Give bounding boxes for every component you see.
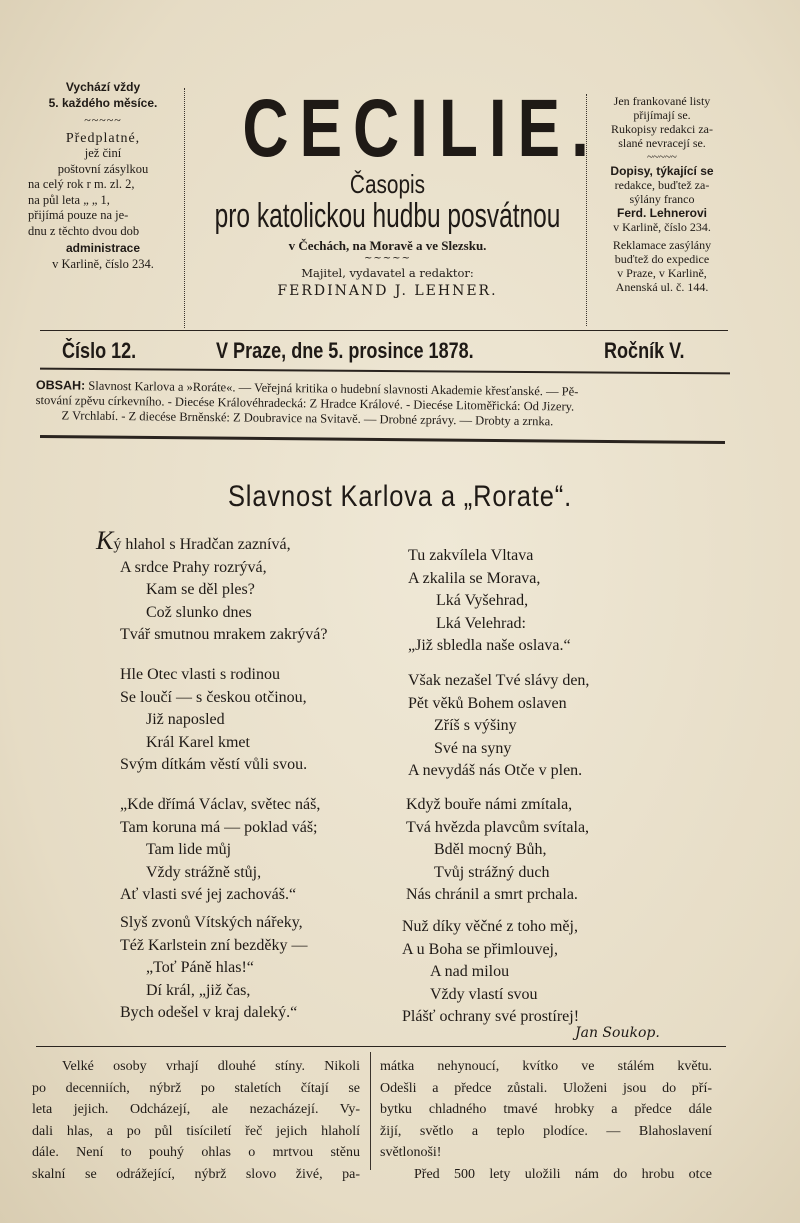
issue-volume: Ročník V. xyxy=(604,338,685,363)
editor-contact: Ferd. Lehnerovi xyxy=(616,206,708,220)
subtitle-casopis: Časopis xyxy=(349,169,426,199)
owner-label: Majitel, vydavatel a redaktor: xyxy=(301,266,474,280)
info-line: přijímají se. xyxy=(633,108,691,122)
price-year: na celý rok r m. zl. 2, xyxy=(28,177,135,191)
text-line: mátka nehynoucí, kvítko ve stálém květu. xyxy=(380,1059,712,1074)
administration-label: administrace xyxy=(65,241,141,255)
info-line: přijímá pouze na je- xyxy=(28,208,129,222)
rule xyxy=(36,1046,726,1047)
info-line: jež činí xyxy=(84,146,122,160)
poem-line: Hle Otec vlasti s rodinou xyxy=(120,666,280,683)
text-line: žijí, světlo a teplo plodíce. — Blahoslavení xyxy=(380,1123,712,1139)
price-half: na půl leta „ „ 1, xyxy=(28,192,110,207)
text-line: bytku chladného tmavé hrobky a předce dále xyxy=(380,1102,712,1117)
info-line: v Praze, v Karlině, xyxy=(617,266,707,280)
contents-label: OBSAH: xyxy=(35,378,86,393)
issue-number: Číslo 12. xyxy=(62,338,137,363)
poem-line: Tam koruna má — poklad váš; xyxy=(120,818,318,836)
info-line: poštovní zásylkou xyxy=(57,161,149,176)
subtitle-main: pro katolickou hudbu posvátnou xyxy=(214,197,561,235)
article-text-right xyxy=(380,1056,712,1185)
text-line: Před 500 lety uložili nám do hrobu otce xyxy=(414,1166,712,1182)
poem-line: Tvá hvězda plavcům svítala, xyxy=(406,818,590,836)
article-text-left xyxy=(32,1056,360,1185)
poem-line: Lká Velehrad: xyxy=(436,614,526,632)
text-line: po decenniích, nýbrž po staletích čítají se xyxy=(32,1080,360,1096)
info-line: Reklamace zasýlány xyxy=(612,238,712,252)
publish-frequency: Vychází vždy xyxy=(65,80,141,94)
poem-line: „Již sbledla naše oslava.“ xyxy=(408,637,571,654)
drop-cap: K xyxy=(96,526,114,555)
table-of-contents xyxy=(35,378,735,432)
contents-line: Slavnost Karlova a »Roráte«. — Veřejná kritika o hudební slavnosti Akademie křesťanské. — Pě- xyxy=(88,378,579,399)
stanza xyxy=(406,794,589,907)
poem-line: Bych odešel v kraj daleký.“ xyxy=(120,1004,298,1021)
info-line: Rukopisy redakci za- xyxy=(611,122,713,136)
text-line: dále. Není to pouhý ohlas o mrtvou stěnu xyxy=(32,1145,360,1160)
poem-line: Vždy vlastí svou xyxy=(430,985,538,1003)
text-line: leta jejich. Odcházejí, ale nezacházejí. Vy- xyxy=(32,1102,360,1117)
poem-line: A srdce Prahy rozrývá, xyxy=(120,558,267,576)
poem-line: Se loučí — s českou otčinou, xyxy=(120,688,307,706)
rule xyxy=(40,368,730,375)
subscription-info xyxy=(28,80,178,272)
poem-line: Zříš s výšiny xyxy=(434,717,517,734)
poem-line: A u Boha se přimlouvej, xyxy=(402,940,558,958)
poem-line: A zkalila se Morava, xyxy=(408,569,541,587)
text-line: Odešli a předce zůstali. Uloženi jsou do pří- xyxy=(380,1080,712,1096)
text-line: skalní se odrážející, nýbrž slovo živé, pa- xyxy=(32,1166,360,1182)
info-line: Anenská ul. č. 144. xyxy=(615,280,709,294)
column-divider xyxy=(370,1052,371,1170)
poem-line: Tu zakvílela Vltava xyxy=(408,547,534,564)
stanza xyxy=(120,794,320,907)
ornament: ~~~~~ xyxy=(84,113,122,127)
poem-line: Své na syny xyxy=(434,739,512,757)
poem-line: Když bouře námi zmítala, xyxy=(406,796,573,813)
rule xyxy=(40,435,725,444)
poem-line: Nuž díky věčné z toho měj, xyxy=(402,918,578,935)
poem-line: Tvůj strážný duch xyxy=(434,863,550,881)
text-line: světlonoši! xyxy=(380,1145,442,1160)
poem-line: Plášť ochrany své prostírej! xyxy=(402,1008,580,1025)
poem-line: Dí král, „již čas, xyxy=(146,981,251,999)
administration-address: v Karlině, číslo 234. xyxy=(52,256,154,271)
poem-line: „Kde dřímá Václav, světec náš, xyxy=(120,796,321,813)
stanza xyxy=(120,664,307,777)
poem-line: Tam lide můj xyxy=(146,841,232,858)
poem-line: A nad milou xyxy=(430,963,510,980)
info-line: Dopisy, týkající se xyxy=(610,164,714,178)
poem-line: A nevydáš nás Otče v plen. xyxy=(408,762,583,779)
poem-line: Již naposled xyxy=(146,711,225,728)
contents-line: stování zpěvu církevního. - Diecése Královéhradecká: Z Hradce Králové. - Diecése Litoměřická: Od Jizery. xyxy=(35,392,575,414)
poem-line: Kam se děl ples? xyxy=(146,581,255,598)
poem-line: Též Karlstein zní bezděky — xyxy=(120,936,308,954)
newspaper-title: CECILIE. xyxy=(242,83,600,174)
poem-line: Král Karel kmet xyxy=(146,733,250,751)
stanza xyxy=(408,545,571,658)
editorial-info xyxy=(596,94,728,294)
poem-line: „Toť Páně hlas!“ xyxy=(146,959,254,976)
info-line: slané nevracejí se. xyxy=(618,136,706,150)
poem-line: Svým dítkám věstí vůli svou. xyxy=(120,756,308,773)
poem-title: Slavnost Karlova a „Rorate“. xyxy=(227,480,573,513)
ornament: ~~~~~ xyxy=(647,151,677,163)
poem-line: Bděl mocný Bůh, xyxy=(434,841,547,858)
text-line: dali hlas, a po půl tisíciletí řeč jejich hlaholí xyxy=(32,1123,360,1139)
contents-line: Z Vrchlabí. - Z diecése Brněnské: Z Doubravice na Svitavě. — Drobné zprávy. — Drobty a zrnka. xyxy=(61,408,554,429)
poem-line: ý hlahol s Hradčan zaznívá, xyxy=(113,536,291,553)
rule xyxy=(40,330,728,331)
text-line: Velké osoby vrhají dlouhé stíny. Nikoli xyxy=(62,1059,360,1074)
poem-line: Pět věků Bohem oslaven xyxy=(408,694,567,712)
subscription-heading: Předplatné, xyxy=(65,130,141,146)
masthead xyxy=(190,83,600,299)
poem-line: Ať vlasti své jej zachováš.“ xyxy=(120,886,297,903)
issue-date: V Praze, dne 5. prosince 1878. xyxy=(216,338,474,363)
info-line: dnu z těchto dvou dob xyxy=(28,223,140,238)
info-line: v Karlině, číslo 234. xyxy=(613,220,711,234)
info-line: buďtež do expedice xyxy=(614,252,710,266)
stanza xyxy=(120,912,307,1025)
stanza xyxy=(96,526,328,647)
poem-line: Nás chránil a smrt prchala. xyxy=(406,886,578,903)
stanza xyxy=(402,916,579,1029)
column-divider xyxy=(184,88,185,328)
subtitle-region: v Čechách, na Moravě a ve Slezsku. xyxy=(288,238,487,253)
poem-line: Vždy strážně stůj, xyxy=(146,863,262,881)
poem-line: Což slunko dnes xyxy=(146,603,252,621)
poem-line: Tvář smutnou mrakem zakrývá? xyxy=(120,626,328,643)
info-line: Jen frankované listy xyxy=(613,94,711,108)
ornament: ~~~~~ xyxy=(364,253,411,264)
poem-author: Jan Soukop. xyxy=(575,1025,660,1041)
poem-line: Slyš zvonů Vítských nářeky, xyxy=(120,914,303,931)
info-line: redakce, buďtež za- xyxy=(614,178,710,192)
publish-day: 5. každého měsíce. xyxy=(48,95,158,110)
poem-line: Lká Vyšehrad, xyxy=(436,592,529,609)
stanza xyxy=(408,670,589,783)
editor-name: FERDINAND J. LEHNER. xyxy=(277,283,498,299)
poem-line: Však nezašel Tvé slávy den, xyxy=(408,672,590,689)
info-line: sýlány franco xyxy=(629,192,695,206)
